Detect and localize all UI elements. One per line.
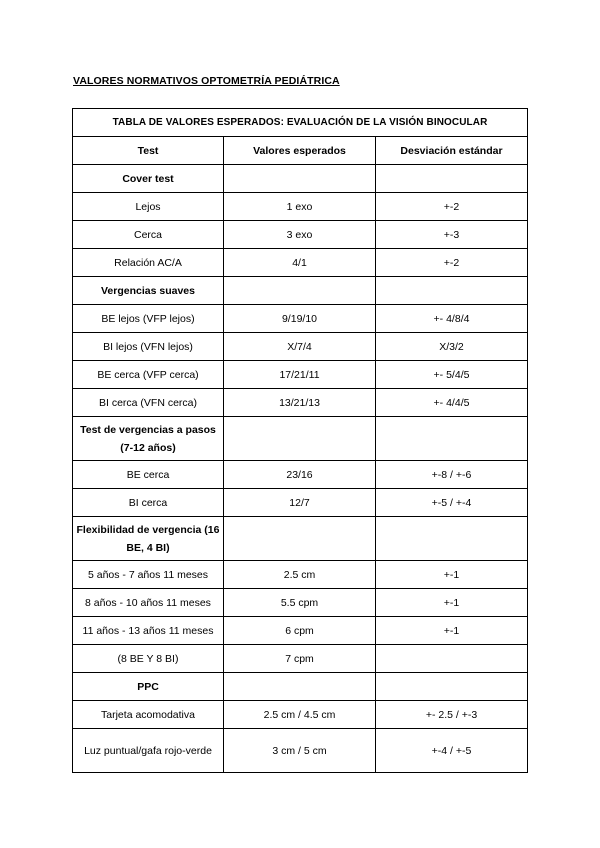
test-cell: BE cerca (VFP cerca)	[73, 361, 224, 389]
std-deviation-cell: X/3/2	[376, 333, 528, 361]
table-row	[73, 489, 528, 517]
expected-value-cell: 3 exo	[224, 221, 376, 249]
expected-value-cell	[224, 673, 376, 701]
expected-value-cell: 17/21/11	[224, 361, 376, 389]
test-cell: Cover test	[73, 165, 224, 193]
std-deviation-cell	[376, 165, 528, 193]
expected-value-cell: 2.5 cm	[224, 561, 376, 589]
test-cell: Cerca	[73, 221, 224, 249]
std-deviation-cell: +-1	[376, 589, 528, 617]
expected-value-cell: 1 exo	[224, 193, 376, 221]
expected-value-cell: 13/21/13	[224, 389, 376, 417]
expected-value-cell: 6 cpm	[224, 617, 376, 645]
test-cell: BE lejos (VFP lejos)	[73, 305, 224, 333]
header-test: Test	[73, 137, 224, 165]
test-cell: Tarjeta acomodativa	[73, 701, 224, 729]
section-row	[73, 165, 528, 193]
expected-value-cell: 4/1	[224, 249, 376, 277]
table-row	[73, 589, 528, 617]
table-row	[73, 701, 528, 729]
table-row	[73, 617, 528, 645]
test-cell: Test de vergencias a pasos (7-12 años)	[73, 417, 224, 461]
test-cell: Flexibilidad de vergencia (16 BE, 4 BI)	[73, 517, 224, 561]
expected-value-cell: 5.5 cpm	[224, 589, 376, 617]
std-deviation-cell: +-1	[376, 617, 528, 645]
table-body	[73, 165, 528, 773]
expected-value-cell: 12/7	[224, 489, 376, 517]
test-cell: 5 años - 7 años 11 meses	[73, 561, 224, 589]
std-deviation-cell: +-5 / +-4	[376, 489, 528, 517]
normative-values-table	[72, 108, 528, 773]
test-cell: 11 años - 13 años 11 meses	[73, 617, 224, 645]
table-row	[73, 249, 528, 277]
table-row	[73, 333, 528, 361]
expected-value-cell	[224, 277, 376, 305]
std-deviation-cell: +-2	[376, 249, 528, 277]
test-cell: Lejos	[73, 193, 224, 221]
expected-value-cell: 2.5 cm / 4.5 cm	[224, 701, 376, 729]
expected-value-cell	[224, 165, 376, 193]
std-deviation-cell: +- 2.5 / +-3	[376, 701, 528, 729]
test-cell: PPC	[73, 673, 224, 701]
section-row	[73, 673, 528, 701]
test-cell: BE cerca	[73, 461, 224, 489]
test-cell: BI cerca	[73, 489, 224, 517]
std-deviation-cell: +-8 / +-6	[376, 461, 528, 489]
std-deviation-cell: +-2	[376, 193, 528, 221]
document-title: VALORES NORMATIVOS OPTOMETRÍA PEDIÁTRICA	[73, 75, 340, 87]
expected-value-cell: 23/16	[224, 461, 376, 489]
std-deviation-cell: +-3	[376, 221, 528, 249]
std-deviation-cell	[376, 517, 528, 561]
std-deviation-cell: +-1	[376, 561, 528, 589]
std-deviation-cell: +- 5/4/5	[376, 361, 528, 389]
expected-value-cell: 7 cpm	[224, 645, 376, 673]
expected-value-cell: X/7/4	[224, 333, 376, 361]
std-deviation-cell	[376, 645, 528, 673]
test-cell: Vergencias suaves	[73, 277, 224, 305]
std-deviation-cell: +- 4/8/4	[376, 305, 528, 333]
std-deviation-cell	[376, 277, 528, 305]
std-deviation-cell: +- 4/4/5	[376, 389, 528, 417]
section-row	[73, 417, 528, 461]
section-row	[73, 517, 528, 561]
expected-value-cell	[224, 517, 376, 561]
table-row	[73, 361, 528, 389]
table-row	[73, 729, 528, 773]
table-caption: TABLA DE VALORES ESPERADOS: EVALUACIÓN DE LA VISIÓN BINOCULAR	[73, 109, 528, 137]
table-row	[73, 461, 528, 489]
table-row	[73, 561, 528, 589]
table-row	[73, 305, 528, 333]
test-cell: Relación AC/A	[73, 249, 224, 277]
test-cell: 8 años - 10 años 11 meses	[73, 589, 224, 617]
header-expected-values: Valores esperados	[224, 137, 376, 165]
test-cell: (8 BE Y 8 BI)	[73, 645, 224, 673]
table-row	[73, 221, 528, 249]
expected-value-cell	[224, 417, 376, 461]
std-deviation-cell	[376, 417, 528, 461]
header-standard-deviation: Desviación estándar	[376, 137, 528, 165]
std-deviation-cell	[376, 673, 528, 701]
table-row	[73, 193, 528, 221]
section-row	[73, 277, 528, 305]
test-cell: BI lejos (VFN lejos)	[73, 333, 224, 361]
expected-value-cell: 3 cm / 5 cm	[224, 729, 376, 773]
table-row	[73, 389, 528, 417]
std-deviation-cell: +-4 / +-5	[376, 729, 528, 773]
test-cell: Luz puntual/gafa rojo-verde	[73, 729, 224, 773]
test-cell: BI cerca (VFN cerca)	[73, 389, 224, 417]
expected-value-cell: 9/19/10	[224, 305, 376, 333]
table-row	[73, 645, 528, 673]
